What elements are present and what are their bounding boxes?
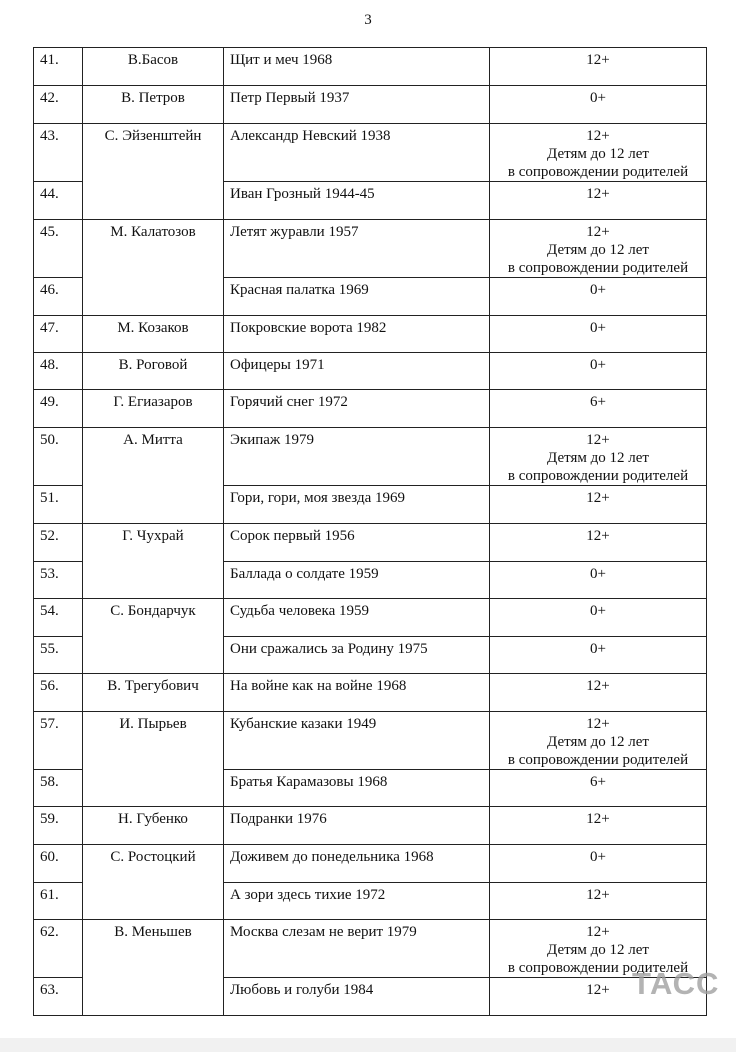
row-number: 44. bbox=[34, 182, 83, 220]
row-number: 45. bbox=[34, 220, 83, 278]
film-cell: Красная палатка 1969 bbox=[224, 278, 490, 316]
age-rating-cell: 0+ bbox=[490, 637, 707, 674]
age-note: Детям до 12 лет bbox=[547, 146, 649, 162]
row-number: 56. bbox=[34, 674, 83, 712]
film-cell: Баллада о солдате 1959 bbox=[224, 562, 490, 599]
age-note: в сопровождении родителей bbox=[507, 468, 689, 484]
film-cell: Александр Невский 1938 bbox=[224, 124, 490, 182]
table-row bbox=[34, 807, 707, 845]
tass-watermark: ТАСС bbox=[632, 966, 720, 1001]
age-rating-cell: 0+ bbox=[490, 86, 707, 124]
row-number: 62. bbox=[34, 920, 83, 978]
age-rating-cell bbox=[490, 124, 707, 182]
age-rating: 12+ bbox=[586, 924, 610, 940]
age-rating-cell: 12+ bbox=[490, 807, 707, 845]
age-note: в сопровождении родителей bbox=[507, 752, 689, 768]
film-cell: Иван Грозный 1944-45 bbox=[224, 182, 490, 220]
row-number: 48. bbox=[34, 353, 83, 390]
film-cell: Судьба человека 1959 bbox=[224, 599, 490, 637]
age-note: Детям до 12 лет bbox=[547, 734, 649, 750]
film-cell: Покровские ворота 1982 bbox=[224, 316, 490, 353]
director-cell: В. Петров bbox=[83, 86, 224, 124]
table-row bbox=[34, 920, 707, 978]
age-rating-cell: 0+ bbox=[490, 353, 707, 390]
table-row bbox=[34, 86, 707, 124]
film-cell: А зори здесь тихие 1972 bbox=[224, 883, 490, 920]
row-number: 47. bbox=[34, 316, 83, 353]
table-row bbox=[34, 599, 707, 637]
director-cell: А. Митта bbox=[83, 428, 224, 524]
age-rating-cell bbox=[490, 428, 707, 486]
director-cell: Н. Губенко bbox=[83, 807, 224, 845]
row-number: 58. bbox=[34, 770, 83, 807]
director-cell: В.Басов bbox=[83, 48, 224, 86]
row-number: 63. bbox=[34, 978, 83, 1016]
age-rating-cell: 12+ bbox=[490, 486, 707, 524]
film-cell: Братья Карамазовы 1968 bbox=[224, 770, 490, 807]
age-note: в сопровождении родителей bbox=[507, 960, 689, 976]
director-cell: Г. Чухрай bbox=[83, 524, 224, 599]
age-note: Детям до 12 лет bbox=[547, 942, 649, 958]
film-cell: Кубанские казаки 1949 bbox=[224, 712, 490, 770]
age-rating-cell bbox=[490, 712, 707, 770]
film-cell: Летят журавли 1957 bbox=[224, 220, 490, 278]
row-number: 42. bbox=[34, 86, 83, 124]
table-row bbox=[34, 316, 707, 353]
age-rating-cell: 0+ bbox=[490, 316, 707, 353]
row-number: 59. bbox=[34, 807, 83, 845]
age-rating-cell: 12+ bbox=[490, 48, 707, 86]
film-cell: На войне как на войне 1968 bbox=[224, 674, 490, 712]
director-cell: И. Пырьев bbox=[83, 712, 224, 807]
age-note: в сопровождении родителей bbox=[507, 260, 689, 276]
film-cell: Офицеры 1971 bbox=[224, 353, 490, 390]
row-number: 50. bbox=[34, 428, 83, 486]
age-note: Детям до 12 лет bbox=[547, 242, 649, 258]
film-cell: Экипаж 1979 bbox=[224, 428, 490, 486]
row-number: 49. bbox=[34, 390, 83, 428]
films-table bbox=[33, 47, 707, 1016]
director-cell: М. Калатозов bbox=[83, 220, 224, 316]
film-cell: Гори, гори, моя звезда 1969 bbox=[224, 486, 490, 524]
row-number: 57. bbox=[34, 712, 83, 770]
director-cell: В. Роговой bbox=[83, 353, 224, 390]
age-rating-cell: 12+ bbox=[490, 524, 707, 562]
film-cell: Любовь и голуби 1984 bbox=[224, 978, 490, 1016]
table-row bbox=[34, 712, 707, 770]
director-cell: М. Козаков bbox=[83, 316, 224, 353]
age-rating-cell: 6+ bbox=[490, 770, 707, 807]
page-number: 3 bbox=[364, 12, 372, 28]
row-number: 51. bbox=[34, 486, 83, 524]
table-row bbox=[34, 674, 707, 712]
row-number: 60. bbox=[34, 845, 83, 883]
film-cell: Горячий снег 1972 bbox=[224, 390, 490, 428]
film-cell: Петр Первый 1937 bbox=[224, 86, 490, 124]
film-cell: Щит и меч 1968 bbox=[224, 48, 490, 86]
film-cell: Сорок первый 1956 bbox=[224, 524, 490, 562]
director-cell: С. Бондарчук bbox=[83, 599, 224, 674]
table-row bbox=[34, 48, 707, 86]
age-rating-cell: 12+ bbox=[490, 674, 707, 712]
film-cell: Они сражались за Родину 1975 bbox=[224, 637, 490, 674]
director-cell: Г. Егиазаров bbox=[83, 390, 224, 428]
age-rating-cell: 0+ bbox=[490, 599, 707, 637]
director-cell: С. Эйзенштейн bbox=[83, 124, 224, 220]
table-row bbox=[34, 220, 707, 278]
table-row bbox=[34, 524, 707, 562]
age-rating-cell: 12+ bbox=[490, 978, 707, 1016]
age-rating-cell: 0+ bbox=[490, 845, 707, 883]
director-cell: В. Трегубович bbox=[83, 674, 224, 712]
director-cell: С. Ростоцкий bbox=[83, 845, 224, 920]
row-number: 43. bbox=[34, 124, 83, 182]
row-number: 54. bbox=[34, 599, 83, 637]
row-number: 53. bbox=[34, 562, 83, 599]
bottom-bar bbox=[0, 1038, 736, 1052]
row-number: 41. bbox=[34, 48, 83, 86]
row-number: 61. bbox=[34, 883, 83, 920]
age-rating-cell: 0+ bbox=[490, 562, 707, 599]
age-rating-cell: 0+ bbox=[490, 278, 707, 316]
age-rating-cell: 12+ bbox=[490, 883, 707, 920]
row-number: 55. bbox=[34, 637, 83, 674]
director-cell: В. Меньшев bbox=[83, 920, 224, 1016]
age-rating: 12+ bbox=[586, 432, 610, 448]
film-cell: Доживем до понедельника 1968 bbox=[224, 845, 490, 883]
age-rating: 12+ bbox=[586, 224, 610, 240]
row-number: 52. bbox=[34, 524, 83, 562]
age-rating: 12+ bbox=[586, 128, 610, 144]
age-rating: 12+ bbox=[586, 716, 610, 732]
table-row bbox=[34, 428, 707, 486]
table-row bbox=[34, 390, 707, 428]
age-rating-cell: 12+ bbox=[490, 182, 707, 220]
table-row bbox=[34, 353, 707, 390]
row-number: 46. bbox=[34, 278, 83, 316]
table-row bbox=[34, 124, 707, 182]
age-rating-cell bbox=[490, 220, 707, 278]
film-cell: Подранки 1976 bbox=[224, 807, 490, 845]
age-note: Детям до 12 лет bbox=[547, 450, 649, 466]
table-row bbox=[34, 845, 707, 883]
age-note: в сопровождении родителей bbox=[507, 164, 689, 180]
film-cell: Москва слезам не верит 1979 bbox=[224, 920, 490, 978]
age-rating-cell: 6+ bbox=[490, 390, 707, 428]
